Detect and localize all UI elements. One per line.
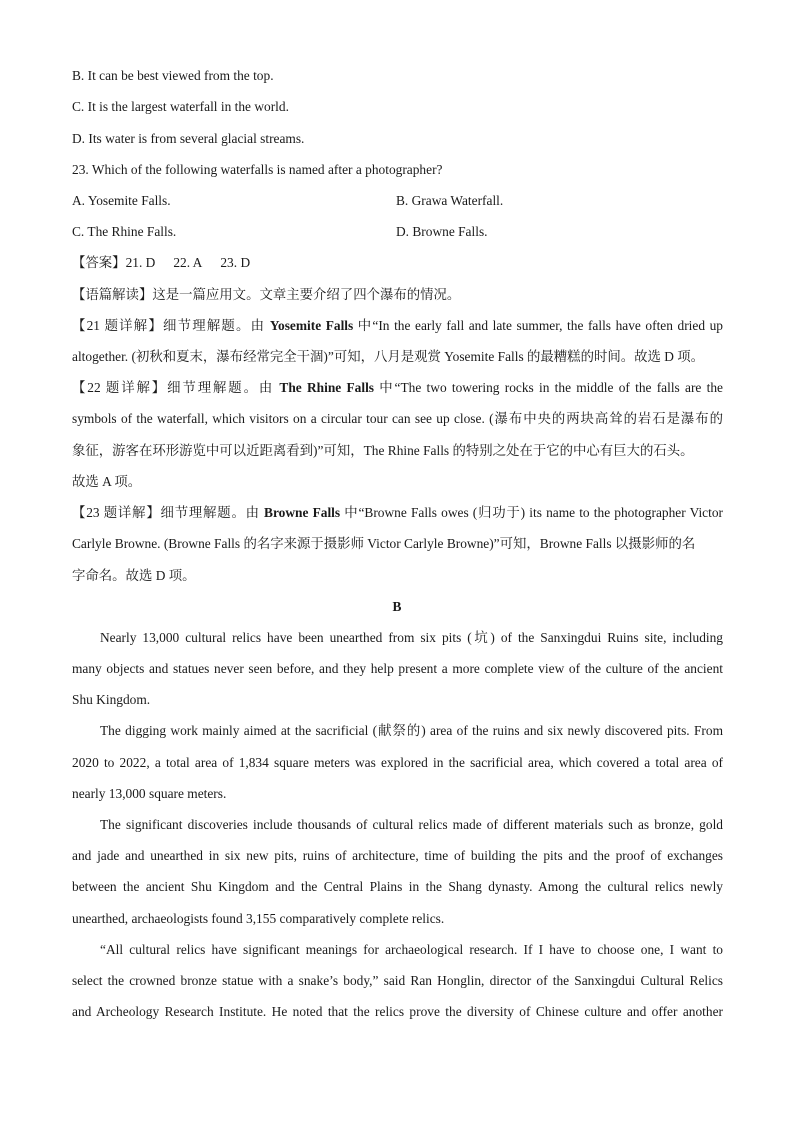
q22-option-d: D. Its water is from several glacial streams.	[72, 131, 305, 146]
analysis-line	[72, 286, 460, 304]
analysis-label: 【语篇解读】	[72, 287, 153, 302]
p4-line1: “All cultural relics have significant meanings for archaeological research. If I have to choose one, I want to	[100, 942, 723, 957]
detail21-label: 【21 题详解】	[72, 318, 163, 333]
detail22-label: 【22 题详解】	[72, 380, 168, 395]
p2-line2: 2020 to 2022, a total area of 1,834 square meters was explored in the sacrificial area, which covered a total area of	[72, 755, 723, 770]
detail22-lead: 细节理解题。由	[167, 380, 280, 395]
p4-line3: and Archeology Research Institute. He noted that the relics prove the diversity of Chinese culture and offer another	[72, 1004, 723, 1019]
detail22-bold: The Rhine Falls	[279, 380, 374, 395]
p3-line3: between the ancient Shu Kingdom and the Central Plains in the Shang dynasty. Among the cultural relics newly	[72, 879, 723, 894]
q23-option-d: D. Browne Falls.	[396, 224, 488, 239]
detail22-line4: 故选 A 项。	[72, 474, 142, 489]
q23-option-b: B. Grawa Waterfall.	[396, 193, 504, 208]
q22-option-c: C. It is the largest waterfall in the world.	[72, 99, 289, 114]
answer-21: 21. D	[125, 255, 156, 270]
answer-label: 【答案】	[72, 255, 126, 270]
detail23-line1-rest: 中“Browne Falls owes (归功于) its name to the photographer Victor	[340, 505, 723, 520]
detail21-line1-rest: 中“In the early fall and late summer, the falls have often dried up	[353, 318, 723, 333]
section-b-heading: B	[392, 599, 402, 614]
detail23-label: 【23 题详解】	[72, 505, 161, 520]
p2-line1: The digging work mainly aimed at the sacrificial (献祭的) area of the ruins and six newly discovered pits. From	[100, 723, 723, 738]
detail21-line2: altogether. (初秋和夏末，瀑布经常完全干涸)”可知，八月是观赏 Yosemite Falls 的最糟糕的时间。故选 D 项。	[72, 349, 705, 364]
detail23-line3: 字命名。故选 D 项。	[72, 568, 196, 583]
p4-line2: select the crowned bronze statue with a snake’s body,” said Ran Honglin, director of the Sanxingdui Cultural Relics	[72, 973, 723, 988]
answer-23: 23. D	[220, 255, 251, 270]
detail23-lead: 细节理解题。由	[160, 505, 265, 520]
detail23-bold: Browne Falls	[264, 505, 341, 520]
detail22-line2: symbols of the waterfall, which visitors on a circular tour can see up close. (瀑布中央的两块高耸的岩石是瀑布的	[72, 411, 723, 426]
q23-question: 23. Which of the following waterfalls is named after a photographer?	[72, 162, 443, 177]
p3-line2: and jade and unearthed in six new pits, ruins of architecture, time of building the pits and the proof of exchanges	[72, 848, 723, 863]
p3-line1: The significant discoveries include thousands of cultural relics made of different materials such as bronze, gold	[100, 817, 723, 832]
answer-line	[72, 254, 250, 272]
detail21-line1	[72, 317, 723, 335]
p1-line2: many objects and statues never seen before, and they help present a more complete view of the culture of the ancient	[72, 661, 723, 676]
answer-22: 22. A	[173, 255, 203, 270]
detail22-line1-rest: 中“The two towering rocks in the middle of the falls are the	[374, 380, 723, 395]
detail21-bold: Yosemite Falls	[269, 318, 354, 333]
detail21-lead: 细节理解题。由	[163, 318, 270, 333]
analysis-text: 这是一篇应用文。文章主要介绍了四个瀑布的情况。	[152, 287, 461, 302]
q22-option-b: B. It can be best viewed from the top.	[72, 68, 274, 83]
q23-option-a: A. Yosemite Falls.	[72, 193, 171, 208]
detail22-line1	[72, 379, 723, 397]
detail23-line2: Carlyle Browne. (Browne Falls 的名字来源于摄影师 Victor Carlyle Browne)”可知，Browne Falls 以摄影师的名	[72, 536, 696, 551]
p2-line3: nearly 13,000 square meters.	[72, 786, 227, 801]
q23-option-c: C. The Rhine Falls.	[72, 224, 177, 239]
p1-line3: Shu Kingdom.	[72, 692, 151, 707]
detail23-line1	[72, 504, 723, 522]
p3-line4: unearthed, archaeologists found 3,155 comparatively complete relics.	[72, 911, 445, 926]
detail22-line3: 象征，游客在环形游览中可以近距离看到)”可知，The Rhine Falls 的特别之处在于它的中心有巨大的石头。	[72, 443, 694, 458]
p1-line1: Nearly 13,000 cultural relics have been unearthed from six pits (坑) of the Sanxingdui Ruins site, including	[100, 630, 723, 645]
